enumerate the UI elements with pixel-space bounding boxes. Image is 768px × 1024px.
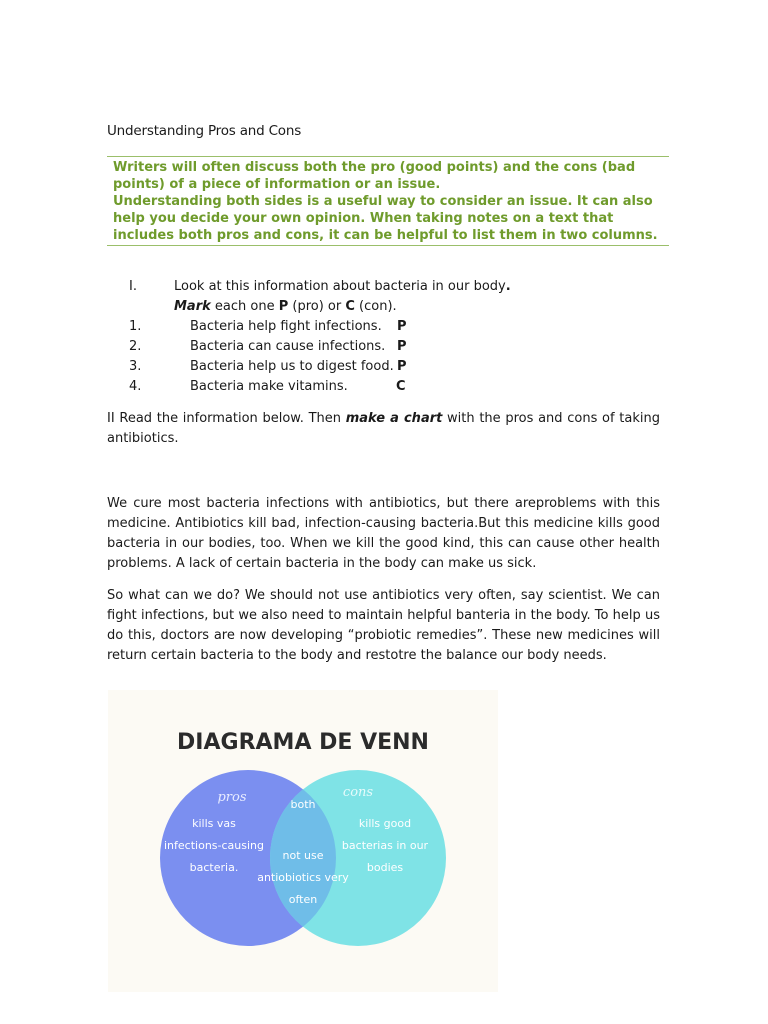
both-line-1: not use [282,849,324,862]
list-item [107,317,667,337]
list-item [107,357,667,377]
exercise-1-instruction-b [107,297,667,317]
exercise-2-emphasis: make a chart [345,411,443,426]
mark-word: Mark [174,299,211,314]
paragraph-2: So what can we do? We should not use antibiotics very often, say scientist. We can fight infections, but we also need to maintain helpful banteria in the body. To help us do this, doctors are now developing “probiotic remedies”. These new medicines will return certain bacteria to the body and restotre the balance our body needs. [107,588,660,663]
exercise-2-part1: II Read the information below. Then [107,411,346,426]
list-item [107,377,667,397]
instruction-b-part3: (con). [354,299,397,314]
exercise-1 [107,277,667,397]
list-item [107,337,667,357]
venn-svg [108,690,498,992]
paragraph-1: We cure most bacteria infections with antibiotics, but there areproblems with this medicine. Antibiotics kill bad, infection-causing bacteria.But this medicine kills good bacteria in our bodies, too. When we kill the good kind, this can cause other health problems. A lack of certain bacteria in the body can make us sick. [107,496,660,571]
intro-line-1: Writers will often discuss both the pro (good points) and the cons (bad points) of a piece of information or an issue. [113,160,636,192]
pros-label: pros [217,790,247,805]
item-number: 1. [129,319,142,334]
pros-line-3: bacteria. [189,861,239,874]
pro-letter: P [278,299,289,314]
intro-callout [107,156,669,246]
both-label: both [290,798,316,811]
pros-line-1: kills vas [192,817,236,830]
exercise-2-instruction [107,409,660,449]
item-text: Bacteria help fight infections. [190,319,382,334]
item-answer: P [397,339,407,354]
venn-title: DIAGRAMA DE VENN [177,730,429,755]
instruction-period: . [505,279,511,294]
exercise-1-instruction-a [107,277,667,297]
instruction-b-part1: each one [210,299,279,314]
item-text: Bacteria can cause infections. [190,339,386,354]
cons-line-1: kills good [358,817,412,830]
instruction-b-part2: (pro) or [288,299,346,314]
cons-label: cons [342,785,374,800]
item-answer: P [397,319,407,334]
item-answer: C [396,379,406,394]
item-number: 2. [129,339,142,354]
intro-line-2: Understanding both sides is a useful way to consider an issue. It can also help you decide your own opinion. When taking notes on a text that includes both pros and cons, it can be helpful to list them in two columns. [113,194,658,243]
exercise-2-part2: with the pros and cons of taking antibiotics. [107,411,660,446]
item-number: 4. [129,379,142,394]
pros-line-2: infections-causing [164,839,264,852]
both-line-2: antiobiotics very [257,871,349,884]
page-title: Understanding Pros and Cons [107,123,302,139]
both-line-3: often [288,893,318,906]
item-answer: P [397,359,407,374]
con-letter: C [345,299,355,314]
cons-line-3: bodies [366,861,404,874]
item-number: 3. [129,359,142,374]
venn-diagram [108,690,498,992]
cons-line-2: bacterias in our [341,839,429,852]
instruction-text: Look at this information about bacteria in our body [174,279,506,294]
exercise-1-numeral: I. [129,279,137,294]
item-text: Bacteria make vitamins. [190,379,348,394]
item-text: Bacteria help us to digest food. [190,359,394,374]
